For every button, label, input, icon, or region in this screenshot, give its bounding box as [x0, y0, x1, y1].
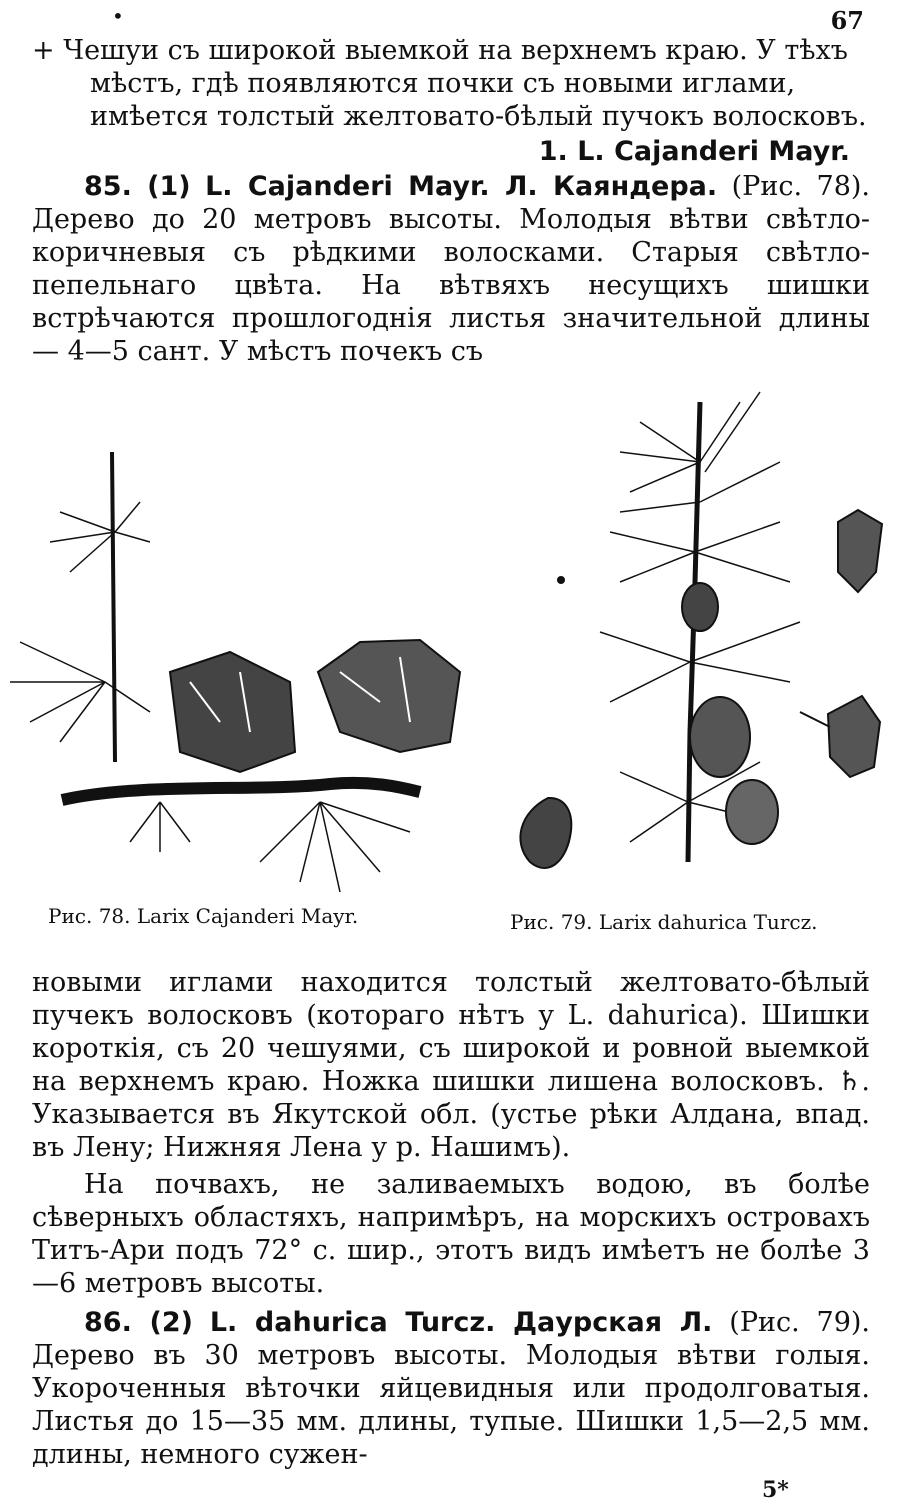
species-85-continuation: [32, 966, 870, 1471]
key-line-3: имѣется толстый желтовато-бѣлый пучокъ волосковъ.: [90, 101, 867, 132]
species-85-number: 85. (1): [84, 171, 191, 202]
botanical-illustrations: [0, 382, 900, 942]
fig-78-illustration: [10, 452, 460, 892]
key-block: [32, 34, 870, 368]
signature-mark: 5*: [762, 1477, 789, 1503]
species-85-paragraph: [32, 170, 870, 368]
species-86-name: L. dahurica Turcz. Даурская Л.: [209, 1307, 713, 1338]
species-86-text: (Рис. 79). Дерево въ 30 метровъ высоты. Молодыя вѣтви голыя. Укороченныя вѣточки яйцевидныя или продолговатыя. Листья до 15—35 мм. длины, тупые. Шишки 1,5—2,5 мм. длины, немного сужен-: [32, 1307, 870, 1470]
figure-78-caption: Рис. 78. Larix Cajanderi Mayr.: [48, 904, 359, 928]
figure-79-caption: Рис. 79. Larix dahurica Turcz.: [510, 910, 818, 934]
species-85-cont-paragraph: новыми иглами находится толстый желтовато-бѣлый пучекъ волосковъ (котораго нѣтъ у L. dahurica). Шишки короткія, съ 20 чешуями, съ широкой и ровной выемкой на верхнемъ краю. Ножка шишки лишена волосковъ. ♄. Указывается въ Якутской обл. (устье рѣки Алдана, впад. въ Лену; Нижняя Лена у р. Нашимъ).: [32, 967, 870, 1163]
print-dot: [557, 576, 565, 584]
page-number: 67: [830, 6, 864, 35]
figures-area: [0, 382, 900, 942]
habitat-paragraph: На почвахъ, не заливаемыхъ водою, въ болѣе сѣверныхъ областяхъ, напримѣръ, на морскихъ островахъ Титъ-Ари подъ 72° с. шир., этотъ видъ имѣетъ не болѣе 3—6 метровъ высоты.: [32, 1169, 870, 1299]
key-reference: 1. L. Cajanderi Mayr.: [538, 136, 850, 167]
page-mark: •: [112, 4, 124, 28]
fig-79-illustration: [520, 392, 882, 868]
species-86-paragraph: [32, 1306, 870, 1471]
key-line-1: + Чешуи съ широкой выемкой на верхнемъ краю. У тѣхъ: [32, 35, 848, 66]
species-86-number: 86. (2): [84, 1307, 193, 1338]
key-line-2: мѣстъ, гдѣ появляются почки съ новыми иглами,: [90, 68, 796, 99]
species-85-text: (Рис. 78). Дерево до 20 метровъ высоты. Молодыя вѣтви свѣтло-коричневыя съ рѣдкими волосками. Старыя свѣтло-пепельнаго цвѣта. На вѣтвяхъ несущихъ шишки встрѣчаются прошлогоднія листья значительной длины — 4—5 сант. У мѣстъ почекъ съ: [32, 171, 870, 367]
species-85-name: L. Cajanderi Mayr. Л. Каяндера.: [205, 171, 718, 202]
